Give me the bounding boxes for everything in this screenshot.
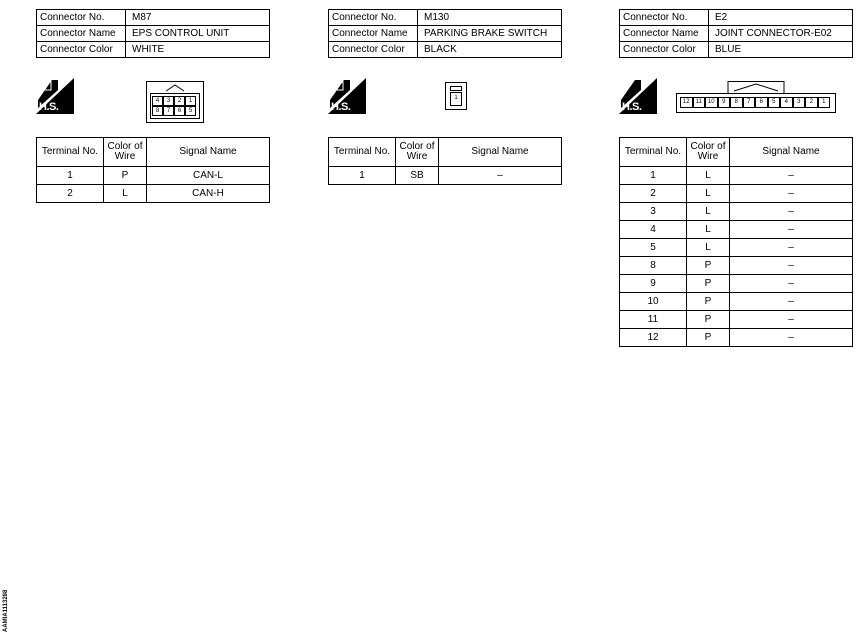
table-row <box>37 167 270 185</box>
connector-info-e2 <box>619 9 853 58</box>
pin-cell: 6 <box>174 106 185 116</box>
header-terminal-no: Terminal No. <box>329 138 396 167</box>
label-connector-no: Connector No. <box>37 10 126 26</box>
label-connector-color: Connector Color <box>329 42 418 58</box>
wire-color-cell: L <box>104 185 147 203</box>
table-row <box>37 185 270 203</box>
wire-color-cell: P <box>687 293 730 311</box>
wire-color-cell: L <box>687 185 730 203</box>
signal-name-cell: – <box>439 167 562 185</box>
wire-color-cell: P <box>687 311 730 329</box>
pin-cell: 5 <box>768 97 781 108</box>
hs-label: H.S. <box>39 101 59 113</box>
pin-cell: 1 <box>454 95 458 101</box>
pin-cell: 4 <box>152 96 163 106</box>
connector-no-value: E2 <box>709 10 853 26</box>
terminal-table-m130 <box>328 137 562 185</box>
table-row <box>620 185 853 203</box>
label-connector-name: Connector Name <box>37 26 126 42</box>
signal-name-cell: – <box>730 185 853 203</box>
pin-cell: 2 <box>174 96 185 106</box>
signal-name-cell: – <box>730 275 853 293</box>
terminal-no-cell: 11 <box>620 311 687 329</box>
connector-info-m130 <box>328 9 562 58</box>
wire-color-cell: P <box>104 167 147 185</box>
pin-cell: 2 <box>805 97 818 108</box>
terminal-no-cell: 1 <box>620 167 687 185</box>
label-connector-color: Connector Color <box>620 42 709 58</box>
label-connector-no: Connector No. <box>329 10 418 26</box>
terminal-no-cell: 3 <box>620 203 687 221</box>
table-row <box>620 275 853 293</box>
hs-icon <box>328 78 366 114</box>
table-row <box>620 167 853 185</box>
table-row <box>329 167 562 185</box>
table-row <box>620 221 853 239</box>
pin-cell: 8 <box>730 97 743 108</box>
connector-color-value: WHITE <box>126 42 270 58</box>
wire-color-cell: L <box>687 167 730 185</box>
pin-cell: 1 <box>185 96 196 106</box>
connector-face-e2 <box>676 81 836 113</box>
signal-name-cell: – <box>730 329 853 347</box>
signal-name-cell: – <box>730 311 853 329</box>
terminal-no-cell: 12 <box>620 329 687 347</box>
terminal-no-cell: 8 <box>620 257 687 275</box>
wire-color-cell: P <box>687 257 730 275</box>
connector-no-value: M87 <box>126 10 270 26</box>
pin-cell: 8 <box>152 106 163 116</box>
wire-color-cell: L <box>687 239 730 257</box>
pin-cell: 5 <box>185 106 196 116</box>
pin-cell: 7 <box>163 106 174 116</box>
pin-cell: 9 <box>718 97 731 108</box>
connector-name-value: PARKING BRAKE SWITCH <box>418 26 562 42</box>
wire-color-cell: SB <box>396 167 439 185</box>
connector-face-m87 <box>146 81 204 123</box>
table-row <box>620 329 853 347</box>
terminal-no-cell: 1 <box>37 167 104 185</box>
header-terminal-no: Terminal No. <box>37 138 104 167</box>
signal-name-cell: – <box>730 203 853 221</box>
figure-id-text: AAMIA1113288 <box>3 589 9 632</box>
table-row <box>620 311 853 329</box>
figure-id <box>3 582 11 632</box>
wire-color-cell: L <box>687 203 730 221</box>
pin-cell: 12 <box>680 97 693 108</box>
connector-face-m130 <box>445 82 467 110</box>
terminal-no-cell: 4 <box>620 221 687 239</box>
signal-name-cell: – <box>730 257 853 275</box>
connector-color-value: BLUE <box>709 42 853 58</box>
pin-cell: 3 <box>163 96 174 106</box>
signal-name-cell: CAN-H <box>147 185 270 203</box>
wire-color-cell: P <box>687 329 730 347</box>
terminal-table-e2 <box>619 137 853 347</box>
connector-no-value: M130 <box>418 10 562 26</box>
terminal-no-cell: 2 <box>620 185 687 203</box>
terminal-no-cell: 1 <box>329 167 396 185</box>
hs-icon <box>619 78 657 114</box>
header-color-of-wire: Color of Wire <box>104 138 147 167</box>
hs-icon <box>36 78 74 114</box>
connector-name-value: EPS CONTROL UNIT <box>126 26 270 42</box>
header-color-of-wire: Color of Wire <box>687 138 730 167</box>
header-signal-name: Signal Name <box>730 138 853 167</box>
hs-label: H.S. <box>622 101 642 113</box>
pin-cell: 4 <box>780 97 793 108</box>
pin-cell: 6 <box>755 97 768 108</box>
label-connector-color: Connector Color <box>37 42 126 58</box>
signal-name-cell: CAN-L <box>147 167 270 185</box>
signal-name-cell: – <box>730 239 853 257</box>
terminal-table-m87 <box>36 137 270 203</box>
pin-cell: 11 <box>693 97 706 108</box>
terminal-no-cell: 10 <box>620 293 687 311</box>
signal-name-cell: – <box>730 221 853 239</box>
header-color-of-wire: Color of Wire <box>396 138 439 167</box>
signal-name-cell: – <box>730 293 853 311</box>
table-row <box>620 239 853 257</box>
pin-cell: 7 <box>743 97 756 108</box>
table-row <box>620 293 853 311</box>
connector-info-m87 <box>36 9 270 58</box>
table-row <box>620 257 853 275</box>
connector-name-value: JOINT CONNECTOR-E02 <box>709 26 853 42</box>
pin-cell: 3 <box>793 97 806 108</box>
connector-color-value: BLACK <box>418 42 562 58</box>
label-connector-name: Connector Name <box>620 26 709 42</box>
header-signal-name: Signal Name <box>147 138 270 167</box>
pin-cell: 1 <box>818 97 831 108</box>
label-connector-name: Connector Name <box>329 26 418 42</box>
signal-name-cell: – <box>730 167 853 185</box>
hs-label: H.S. <box>331 101 351 113</box>
terminal-no-cell: 9 <box>620 275 687 293</box>
pin-cell: 10 <box>705 97 718 108</box>
header-terminal-no: Terminal No. <box>620 138 687 167</box>
wire-color-cell: L <box>687 221 730 239</box>
terminal-no-cell: 5 <box>620 239 687 257</box>
table-row <box>620 203 853 221</box>
terminal-no-cell: 2 <box>37 185 104 203</box>
label-connector-no: Connector No. <box>620 10 709 26</box>
wire-color-cell: P <box>687 275 730 293</box>
header-signal-name: Signal Name <box>439 138 562 167</box>
